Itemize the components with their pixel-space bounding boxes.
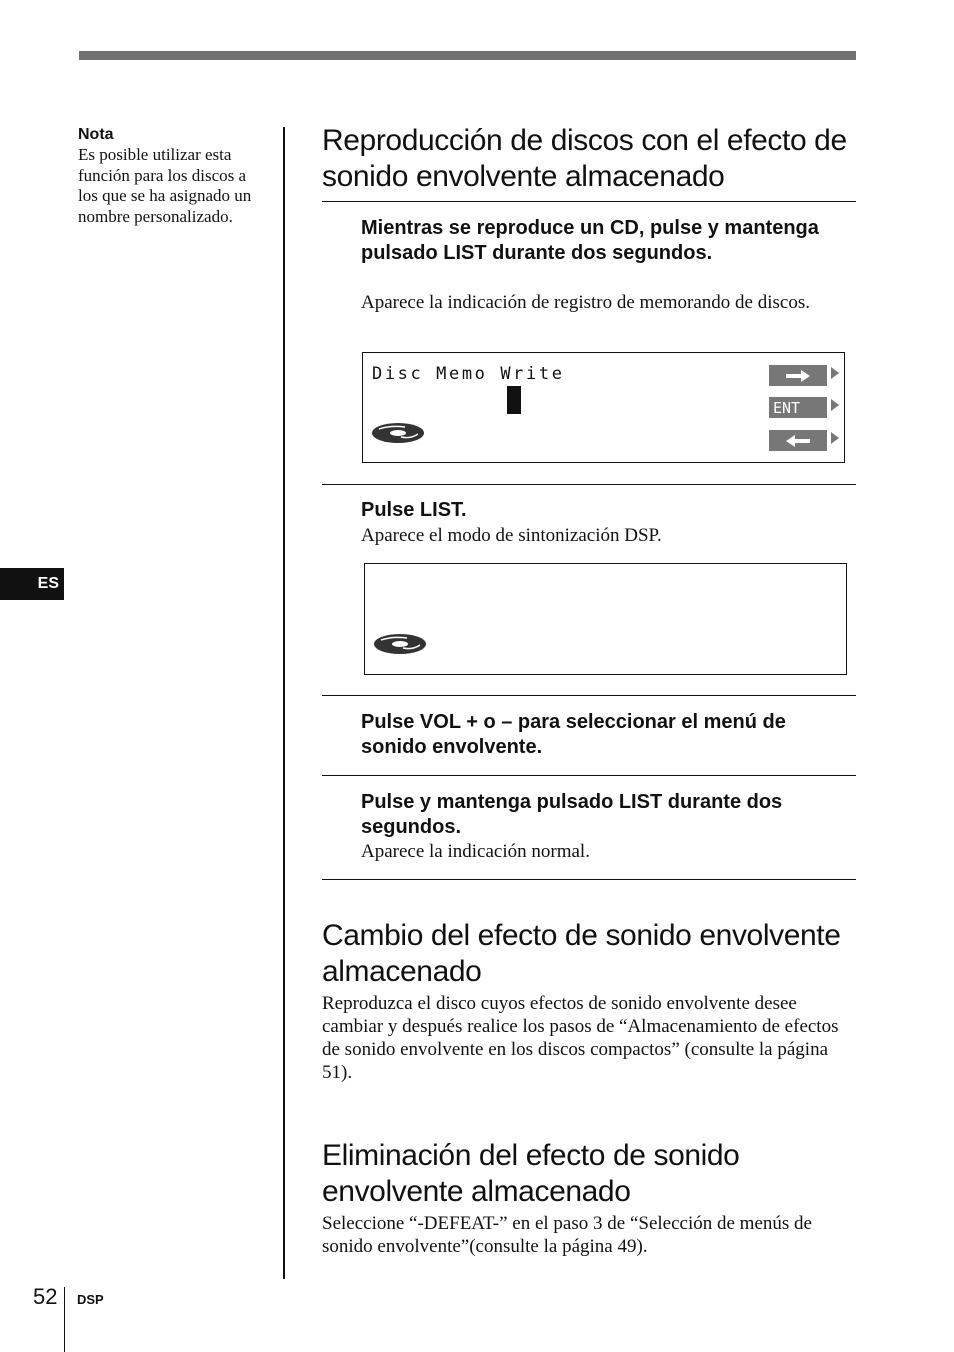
ent-key: ENT: [769, 397, 827, 418]
divider: [322, 484, 856, 485]
section-title-change: Cambio del efecto de sonido envolvente almacenado: [322, 919, 841, 988]
disc-icon: [371, 422, 425, 444]
page-number: 52: [33, 1284, 58, 1309]
section-delete-text: Seleccione “-DEFEAT-” en el paso 3 de “Selección de menús de sonido envolvente”(consulte la página 49).: [322, 1213, 812, 1257]
disc-icon: [373, 633, 427, 655]
display-dsp-mode: [364, 563, 847, 675]
note-text: Es posible utilizar esta función para los discos a los que se ha asignado un nombre personalizado.: [78, 145, 252, 226]
divider: [322, 201, 856, 202]
sidebar-note: [78, 125, 268, 227]
section-title-delete: Eliminación del efecto de sonido envolvente almacenado: [322, 1139, 740, 1208]
triangle-icon: [831, 367, 839, 379]
arrow-left-icon: [769, 430, 827, 451]
arrow-right-icon: [769, 365, 827, 386]
triangle-icon: [831, 432, 839, 444]
step-4-title: Pulse y mantenga pulsado LIST durante dos segundos.: [361, 791, 783, 838]
display-disc-memo-write: [362, 352, 845, 463]
note-title: Nota: [78, 126, 114, 143]
step-3-title: Pulse VOL + o – para seleccionar el menú de sonido envolvente.: [361, 711, 786, 758]
step-4-text: Aparece la indicación normal.: [361, 841, 590, 862]
display-text: Disc Memo Write: [372, 364, 565, 384]
section-change-text: Reproduzca el disco cuyos efectos de sonido envolvente desee cambiar y después realice los pasos de “Almacenamiento de efectos de sonido envolvente en los discos compactos” (consulte la página 51).: [322, 993, 839, 1083]
footer-section-label: DSP: [77, 1292, 104, 1307]
header-bar: [79, 51, 856, 60]
footer-divider: [64, 1287, 65, 1352]
divider: [322, 879, 856, 880]
section-title-playback: Reproducción de discos con el efecto de sonido envolvente almacenado: [322, 124, 847, 193]
step-1-title: Mientras se reproduce un CD, pulse y mantenga pulsado LIST durante dos segundos.: [361, 217, 819, 264]
cursor-block: [507, 386, 521, 414]
step-1-text: Aparece la indicación de registro de memorando de discos.: [361, 292, 810, 313]
step-2-text: Aparece el modo de sintonización DSP.: [361, 525, 662, 546]
step-2-title: Pulse LIST.: [361, 499, 467, 521]
language-tab: ES: [0, 568, 64, 600]
divider: [322, 775, 856, 776]
sidebar-divider: [283, 127, 285, 1279]
divider: [322, 695, 856, 696]
triangle-icon: [831, 399, 839, 411]
